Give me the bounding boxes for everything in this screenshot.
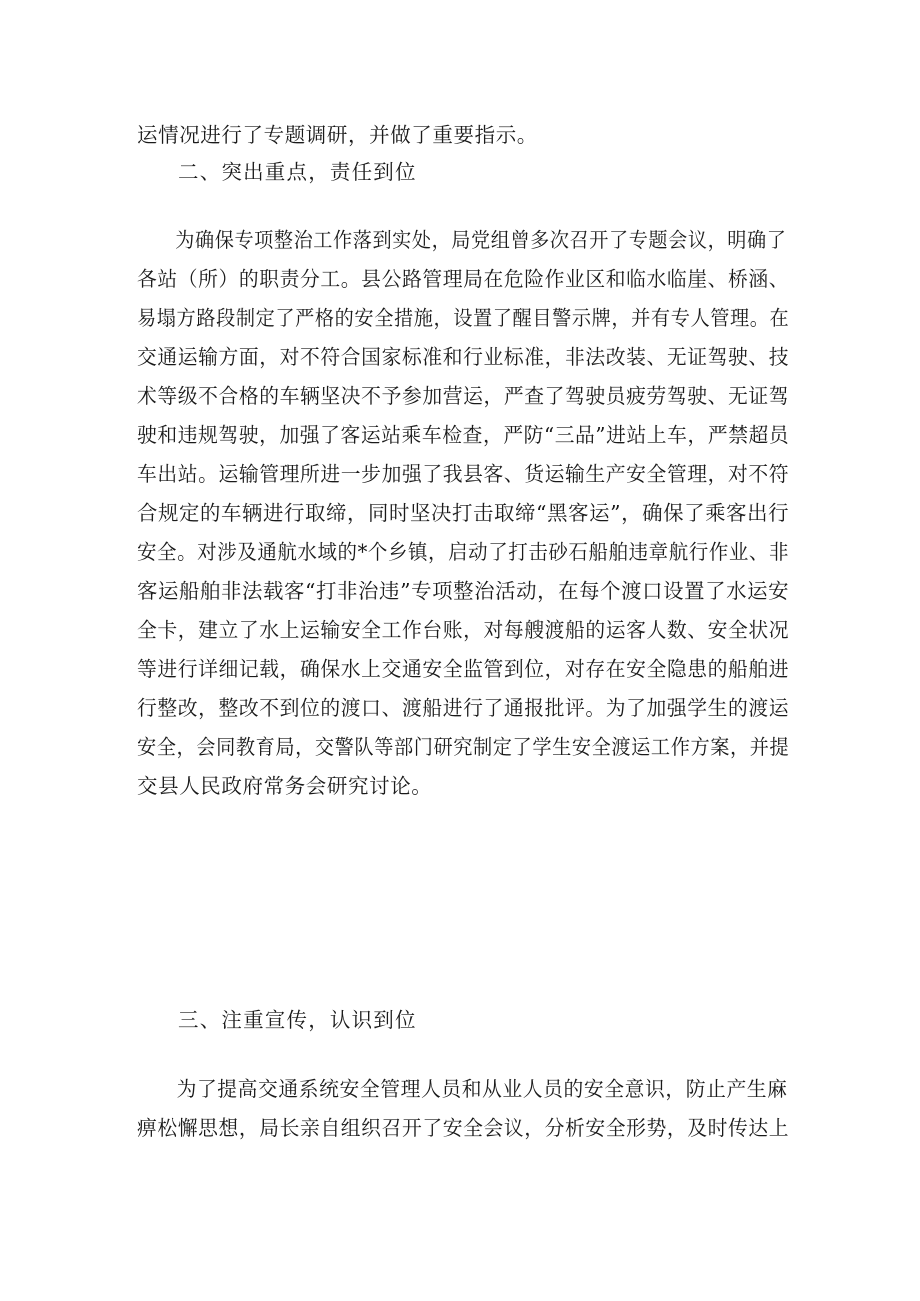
- paragraph-line: 运情况进行了专题调研，并做了重要指示。: [137, 123, 538, 147]
- paragraph-line: 各站（所）的职责分工。县公路管理局在危险作业区和临水临崖、桥涵、: [137, 267, 790, 291]
- section-heading-3: 三、注重宣传，认识到位: [178, 1008, 417, 1032]
- paragraph-line: 为了提高交通系统安全管理人员和从业人员的安全意识，防止产生麻: [176, 1077, 788, 1101]
- paragraph-line: 全卡，建立了水上运输安全工作台账，对每艘渡船的运客人数、安全状况: [137, 618, 790, 642]
- paragraph-line: 安全。对涉及通航水域的*个乡镇，启动了打击砂石船舶违章航行作业、非: [137, 540, 790, 564]
- paragraph-line: 交县人民政府常务会研究讨论。: [137, 774, 433, 798]
- paragraph-line: 车出站。运输管理所进一步加强了我县客、货运输生产安全管理，对不符: [137, 462, 790, 486]
- section-heading-2: 二、突出重点，责任到位: [178, 160, 417, 184]
- paragraph-section-2: [137, 221, 789, 806]
- paragraph-line: 易塌方路段制定了严格的安全措施，设置了醒目警示牌，并有专人管理。在: [137, 306, 790, 330]
- paragraph-section-3: [137, 1070, 789, 1148]
- paragraph-line: 合规定的车辆进行取缔，同时坚决打击取缔“黑客运”，确保了乘客出行: [137, 501, 790, 525]
- paragraph-line: 术等级不合格的车辆坚决不予参加营运，严查了驾驶员疲劳驾驶、无证驾: [137, 384, 790, 408]
- paragraph-line: 痹松懈思想，局长亲自组织召开了安全会议，分析安全形势，及时传达上: [137, 1116, 790, 1140]
- paragraph-carryover: [137, 116, 789, 155]
- paragraph-line: 客运船舶非法载客“打非治违”专项整治活动，在每个渡口设置了水运安: [137, 579, 790, 603]
- paragraph-line: 等进行详细记载，确保水上交通安全监管到位，对存在安全隐患的船舶进: [137, 657, 790, 681]
- paragraph-line: 安全，会同教育局，交警队等部门研究制定了学生安全渡运工作方案，并提: [137, 735, 790, 759]
- paragraph-line: 交通运输方面，对不符合国家标准和行业标准，非法改装、无证驾驶、技: [137, 345, 790, 369]
- paragraph-line: 为确保专项整治工作落到实处，局党组曾多次召开了专题会议，明确了: [175, 228, 787, 252]
- paragraph-line: 行整改，整改不到位的渡口、渡船进行了通报批评。为了加强学生的渡运: [137, 696, 790, 720]
- paragraph-line: 驶和违规驾驶，加强了客运站乘车检查，严防“三品”进站上车，严禁超员: [137, 423, 790, 447]
